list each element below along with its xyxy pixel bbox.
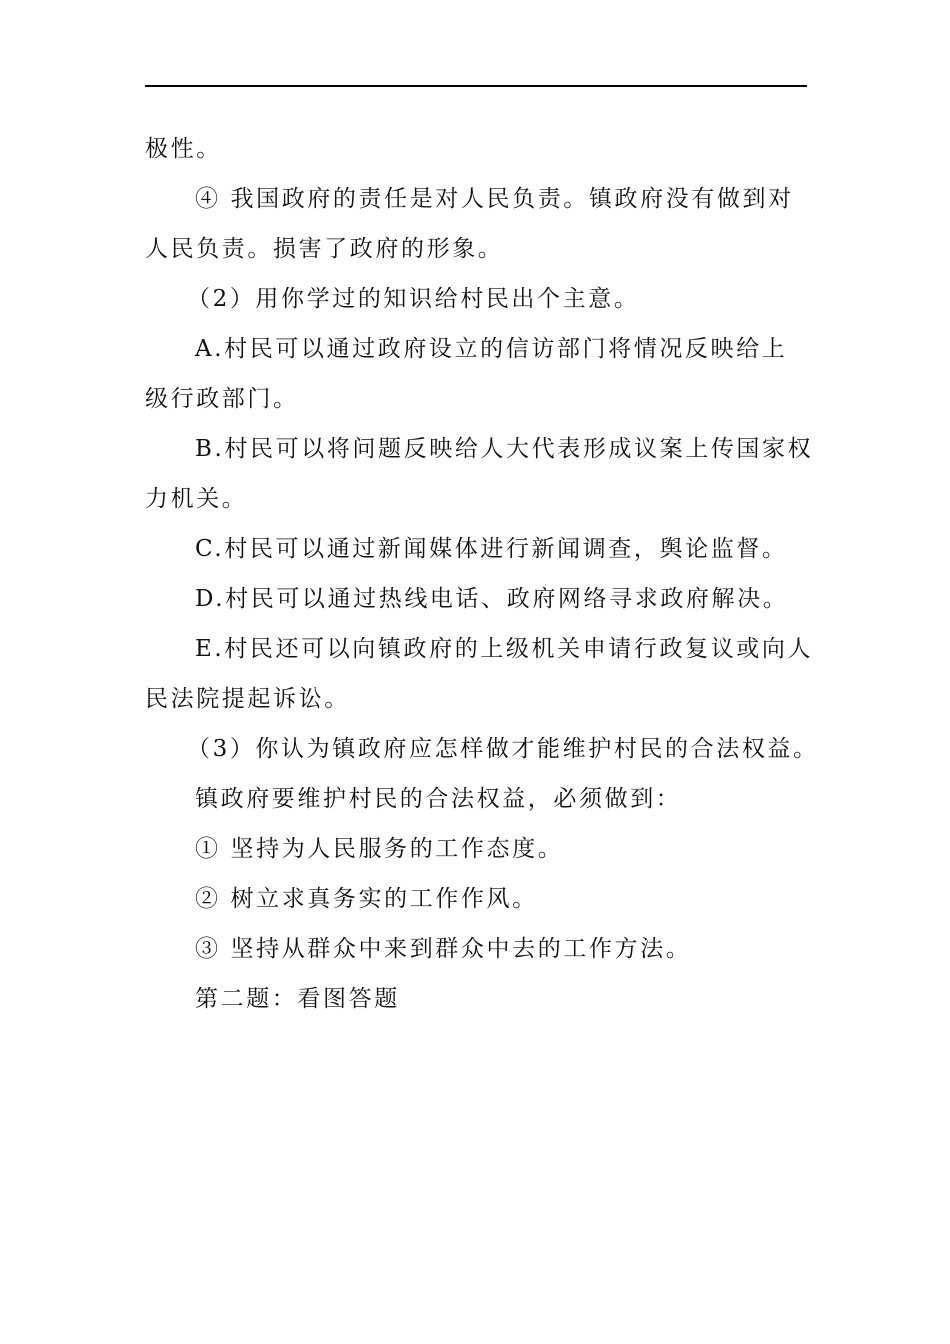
text-line: 民法院提起诉讼。: [145, 686, 350, 712]
answer-item-e: E.村民还可以向镇政府的上级机关申请行政复议或向人: [195, 636, 814, 662]
list-item-3: ③ 坚持从群众中来到群众中去的工作方法。: [195, 936, 692, 962]
answer-item-c: C.村民可以通过新闻媒体进行新闻调查，舆论监督。: [195, 536, 788, 562]
section-heading: 第二题：看图答题: [195, 986, 400, 1012]
question-heading: （3）你认为镇政府应怎样做才能维护村民的合法权益。: [187, 736, 819, 762]
text-line: 极性。: [145, 136, 222, 162]
answer-item-d: D.村民可以通过热线电话、政府网络寻求政府解决。: [195, 586, 789, 612]
list-item-2: ② 树立求真务实的工作作风。: [195, 886, 538, 912]
text-line: 镇政府要维护村民的合法权益，必须做到：: [195, 786, 682, 812]
question-heading: （2）用你学过的知识给村民出个主意。: [187, 286, 640, 312]
document-body: [145, 124, 819, 1024]
list-item-1: ① 坚持为人民服务的工作态度。: [195, 836, 564, 862]
header-rule: [145, 85, 807, 87]
text-line: 人民负责。损害了政府的形象。: [145, 236, 504, 262]
text-line: ④ 我国政府的责任是对人民负责。镇政府没有做到对: [195, 186, 794, 212]
text-line: 力机关。: [145, 486, 248, 512]
answer-item-b: B.村民可以将问题反映给人大代表形成议案上传国家权: [195, 436, 814, 462]
answer-item-a: A.村民可以通过政府设立的信访部门将情况反映给上: [195, 336, 788, 362]
text-line: 级行政部门。: [145, 386, 299, 412]
